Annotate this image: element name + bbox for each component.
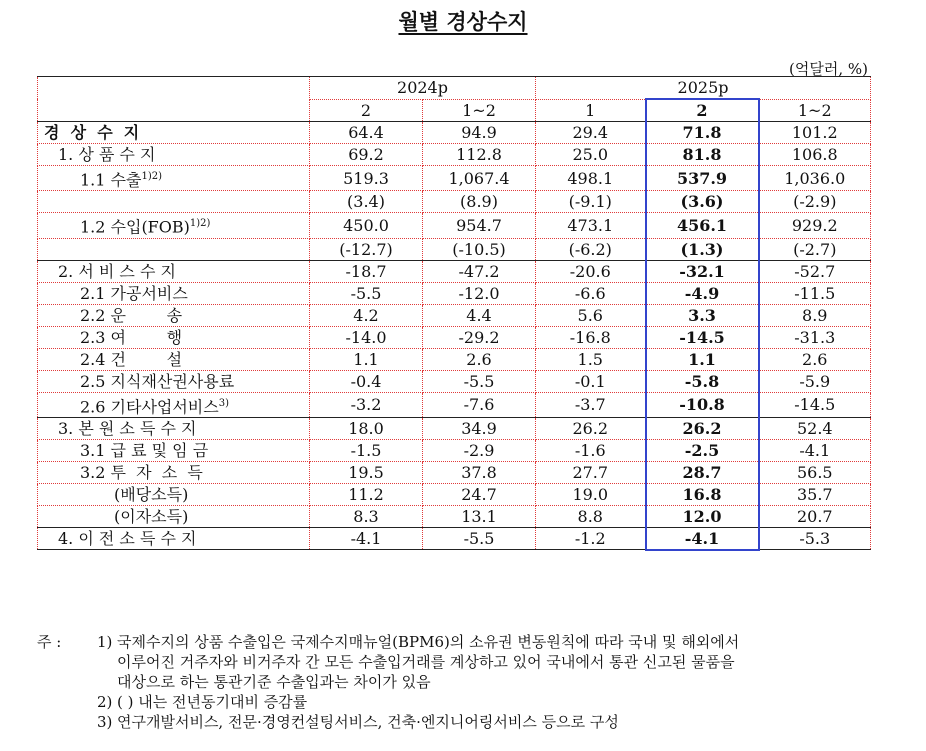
value-cell: (-9.1) xyxy=(536,191,646,213)
value-cell: 1,036.0 xyxy=(759,166,871,191)
row-label: 1.1 수출$^{1)2)}$ xyxy=(38,166,310,191)
value-cell: -1.6 xyxy=(536,439,646,461)
table-row xyxy=(38,166,871,191)
value-cell-highlight: 81.8 xyxy=(646,144,759,166)
value-cell: -20.6 xyxy=(536,260,646,282)
value-cell: -18.7 xyxy=(310,260,423,282)
value-cell: 519.3 xyxy=(310,166,423,191)
header-month: 1~2 xyxy=(423,99,536,122)
header-year-2025: 2025p xyxy=(536,77,871,100)
row-label: (이자소득) xyxy=(38,505,310,527)
value-cell: -5.5 xyxy=(310,282,423,304)
row-label: 2.4 건 설 xyxy=(38,348,310,370)
value-cell: 37.8 xyxy=(423,461,536,483)
value-cell: 19.5 xyxy=(310,461,423,483)
table-row xyxy=(38,282,871,304)
value-cell: -0.1 xyxy=(536,370,646,392)
table-row xyxy=(38,348,871,370)
row-label: 2.1 가공서비스 xyxy=(38,282,310,304)
table-row xyxy=(38,370,871,392)
value-cell: -5.3 xyxy=(759,527,871,550)
value-cell: -0.4 xyxy=(310,370,423,392)
unit-label: (억달러, %) xyxy=(789,60,868,78)
value-cell: -3.2 xyxy=(310,392,423,417)
value-cell-highlight: 537.9 xyxy=(646,166,759,191)
value-cell: 101.2 xyxy=(759,122,871,144)
value-cell: 27.7 xyxy=(536,461,646,483)
value-cell: -29.2 xyxy=(423,326,536,348)
value-cell-highlight: 12.0 xyxy=(646,505,759,527)
table-row xyxy=(38,304,871,326)
value-cell: -1.5 xyxy=(310,439,423,461)
value-cell: 106.8 xyxy=(759,144,871,166)
value-cell-highlight: 1.1 xyxy=(646,348,759,370)
value-cell: (3.4) xyxy=(310,191,423,213)
row-label: 2.5 지식재산권사용료 xyxy=(38,370,310,392)
value-cell: -16.8 xyxy=(536,326,646,348)
value-cell-highlight: -32.1 xyxy=(646,260,759,282)
value-cell-highlight: 16.8 xyxy=(646,483,759,505)
value-cell: -14.5 xyxy=(759,392,871,417)
row-label: (배당소득) xyxy=(38,483,310,505)
value-cell: 2.6 xyxy=(423,348,536,370)
value-cell: 56.5 xyxy=(759,461,871,483)
value-cell: -2.9 xyxy=(423,439,536,461)
value-cell: 2.6 xyxy=(759,348,871,370)
value-cell: 4.2 xyxy=(310,304,423,326)
value-cell: 26.2 xyxy=(536,417,646,439)
footnote-marker: 3) xyxy=(218,397,229,409)
row-label xyxy=(38,191,310,213)
footnote-3: 연구개발서비스, 전문·경영컨설팅서비스, 건축·엔지니어링서비스 등으로 구성 xyxy=(117,713,619,731)
footnote-number: 1) xyxy=(97,633,113,651)
value-cell: 8.8 xyxy=(536,505,646,527)
value-cell: -31.3 xyxy=(759,326,871,348)
table-row xyxy=(38,505,871,527)
footnote-marker: 1)2) xyxy=(141,171,162,182)
value-cell-highlight: (3.6) xyxy=(646,191,759,213)
value-cell: 52.4 xyxy=(759,417,871,439)
table-row xyxy=(38,213,871,238)
value-cell-highlight: -4.1 xyxy=(646,527,759,550)
value-cell: 35.7 xyxy=(759,483,871,505)
table-row xyxy=(38,439,871,461)
value-cell: -4.1 xyxy=(310,527,423,550)
value-cell: -14.0 xyxy=(310,326,423,348)
header-year-2024: 2024p xyxy=(310,77,536,100)
table-row xyxy=(38,527,871,550)
table-row xyxy=(38,122,871,144)
row-label: 2.2 운 송 xyxy=(38,304,310,326)
footnote-number: 3) xyxy=(97,713,113,731)
row-label xyxy=(38,238,310,260)
row-label: 2.3 여 행 xyxy=(38,326,310,348)
table-row xyxy=(38,144,871,166)
footnotes xyxy=(37,632,897,732)
value-cell: -5.5 xyxy=(423,370,536,392)
row-label: 3. 본 원 소 득 수 지 xyxy=(38,417,310,439)
value-cell: (-6.2) xyxy=(536,238,646,260)
footnote-1-line-2: 이루어진 거주자와 비거주자 간 모든 수출입거래를 계상하고 있어 국내에서 통관 신고된 물품을 xyxy=(117,653,735,671)
value-cell-highlight: (1.3) xyxy=(646,238,759,260)
footnote-marker: 1)2) xyxy=(189,218,211,230)
row-label: 2. 서 비 스 수 지 xyxy=(38,260,310,282)
table-row xyxy=(38,191,871,213)
value-cell: (-2.7) xyxy=(759,238,871,260)
current-account-table xyxy=(37,76,871,551)
value-cell-highlight: -10.8 xyxy=(646,392,759,417)
header-month: 1 xyxy=(536,99,646,122)
value-cell: (-10.5) xyxy=(423,238,536,260)
value-cell: 64.4 xyxy=(310,122,423,144)
value-cell-highlight: -5.8 xyxy=(646,370,759,392)
value-cell: -47.2 xyxy=(423,260,536,282)
header-blank-cell xyxy=(38,77,310,122)
row-label: 2.6 기타사업서비스$^{3)}$ xyxy=(38,392,310,417)
value-cell: (8.9) xyxy=(423,191,536,213)
footnote-1-line-3: 대상으로 하는 통관기준 수출입과는 차이가 있음 xyxy=(117,673,431,691)
row-label: 3.2 투 자 소 득 xyxy=(38,461,310,483)
value-cell: -5.9 xyxy=(759,370,871,392)
table-row xyxy=(38,483,871,505)
value-cell: -52.7 xyxy=(759,260,871,282)
value-cell-highlight: -2.5 xyxy=(646,439,759,461)
table-row xyxy=(38,326,871,348)
value-cell: 1,067.4 xyxy=(423,166,536,191)
footnote-2: ( ) 내는 전년동기대비 증감률 xyxy=(117,693,308,711)
header-month: 1~2 xyxy=(759,99,871,122)
value-cell: 1.5 xyxy=(536,348,646,370)
value-cell: 8.9 xyxy=(759,304,871,326)
value-cell: -1.2 xyxy=(536,527,646,550)
value-cell: 18.0 xyxy=(310,417,423,439)
value-cell: 929.2 xyxy=(759,213,871,238)
row-label: 경 상 수 지 xyxy=(38,122,310,144)
footnote-number: 2) xyxy=(97,693,113,711)
header-month: 2 xyxy=(310,99,423,122)
value-cell: 94.9 xyxy=(423,122,536,144)
value-cell: -4.1 xyxy=(759,439,871,461)
value-cell: 29.4 xyxy=(536,122,646,144)
value-cell-highlight: 28.7 xyxy=(646,461,759,483)
value-cell-highlight: -4.9 xyxy=(646,282,759,304)
row-label: 4. 이 전 소 득 수 지 xyxy=(38,527,310,550)
value-cell: 20.7 xyxy=(759,505,871,527)
value-cell: -11.5 xyxy=(759,282,871,304)
value-cell: 25.0 xyxy=(536,144,646,166)
value-cell: -6.6 xyxy=(536,282,646,304)
table-row xyxy=(38,260,871,282)
page-title: 월별 경상수지 xyxy=(398,10,528,34)
value-cell: 8.3 xyxy=(310,505,423,527)
value-cell: 5.6 xyxy=(536,304,646,326)
value-cell-highlight: 3.3 xyxy=(646,304,759,326)
value-cell-highlight: 71.8 xyxy=(646,122,759,144)
table-row xyxy=(38,417,871,439)
header-row-years xyxy=(38,77,871,100)
value-cell: 19.0 xyxy=(536,483,646,505)
value-cell: 13.1 xyxy=(423,505,536,527)
value-cell: 450.0 xyxy=(310,213,423,238)
row-label: 1.2 수입(FOB)$^{1)2)}$ xyxy=(38,213,310,238)
value-cell: (-12.7) xyxy=(310,238,423,260)
value-cell: 1.1 xyxy=(310,348,423,370)
value-cell: 112.8 xyxy=(423,144,536,166)
row-label: 3.1 급 료 및 임 금 xyxy=(38,439,310,461)
value-cell-highlight: 26.2 xyxy=(646,417,759,439)
value-cell: 473.1 xyxy=(536,213,646,238)
value-cell: 34.9 xyxy=(423,417,536,439)
value-cell: 4.4 xyxy=(423,304,536,326)
value-cell: 498.1 xyxy=(536,166,646,191)
value-cell: -12.0 xyxy=(423,282,536,304)
value-cell: -3.7 xyxy=(536,392,646,417)
value-cell: -5.5 xyxy=(423,527,536,550)
header-month-highlight: 2 xyxy=(646,99,759,122)
table-row xyxy=(38,392,871,417)
value-cell: 69.2 xyxy=(310,144,423,166)
value-cell: -7.6 xyxy=(423,392,536,417)
footnote-prefix: 주 : xyxy=(37,633,62,651)
table-row xyxy=(38,461,871,483)
row-label: 1. 상 품 수 지 xyxy=(38,144,310,166)
value-cell: (-2.9) xyxy=(759,191,871,213)
value-cell: 24.7 xyxy=(423,483,536,505)
value-cell: 11.2 xyxy=(310,483,423,505)
value-cell-highlight: 456.1 xyxy=(646,213,759,238)
value-cell-highlight: -14.5 xyxy=(646,326,759,348)
footnote-1-line-1: 국제수지의 상품 수출입은 국제수지매뉴얼(BPM6)의 소유권 변동원칙에 따라 국내 및 해외에서 xyxy=(117,633,740,651)
value-cell: 954.7 xyxy=(423,213,536,238)
table-row xyxy=(38,238,871,260)
